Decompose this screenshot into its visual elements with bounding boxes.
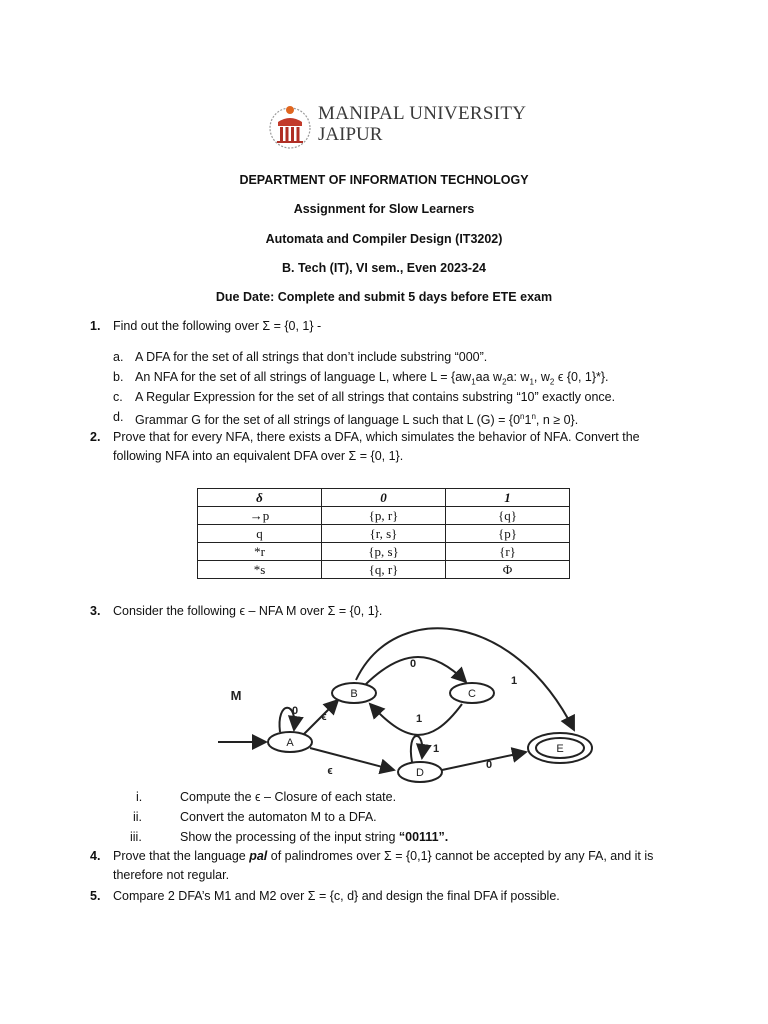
state-b-label: B (350, 688, 358, 700)
label-d-e: 0 (485, 759, 493, 771)
q3-item-ii-label: ii. (133, 810, 143, 824)
table-cell: *r (198, 543, 322, 561)
q4-line1: Prove that the language pal of palindromes over Σ = {0,1} cannot be accepted by any FA, and it is (113, 849, 654, 863)
table-row (198, 561, 570, 579)
state-d-label: D (416, 767, 424, 779)
edge-d-e (442, 752, 526, 770)
logo-line1: MANIPAL UNIVERSITY (318, 103, 527, 124)
university-name (318, 104, 526, 146)
department-title: DEPARTMENT OF INFORMATION TECHNOLOGY (239, 173, 529, 187)
edge-a-d (310, 748, 394, 770)
q3-item-iii (130, 827, 449, 847)
q3-item-ii (133, 807, 377, 827)
table-header-cell: 0 (322, 489, 446, 507)
table-cell: {p} (445, 525, 569, 543)
q5-number: 5. (90, 889, 101, 903)
q1-item-b-text: An NFA for the set of all strings of language L, where $L = \{aw_1aa$ $w_2a$: $w_1$, $w_2$ ϵ {0, 1}*}. (135, 370, 609, 387)
q1-item-d (113, 407, 579, 428)
q3-item-i (136, 787, 397, 807)
q1-item-a-label: a. (113, 350, 124, 364)
q1-item-c-label: c. (113, 390, 123, 404)
table-row (198, 543, 570, 561)
q1-item-a (113, 347, 488, 367)
table-cell: {p, s} (322, 543, 446, 561)
state-c-label: C (468, 688, 476, 700)
table-row (198, 507, 570, 525)
table-header-cell: 1 (445, 489, 569, 507)
table-header-cell: δ (198, 489, 322, 507)
q4-number: 4. (90, 849, 101, 863)
q1-text: Find out the following over Σ = {0, 1} - (113, 319, 322, 333)
label-a-b: ϵ (321, 711, 327, 723)
assignment-title: Assignment for Slow Learners (293, 202, 475, 216)
label-c-b: 1 (415, 713, 423, 725)
state-a-label: A (286, 737, 294, 749)
table-cell: {r} (445, 543, 569, 561)
q5-text: Compare 2 DFA’s M1 and M2 over Σ = {c, d} and design the final DFA if possible. (113, 889, 560, 903)
q3-item-iii-label: iii. (130, 830, 142, 844)
label-a-d: ϵ (327, 765, 333, 777)
edge-c-e (356, 628, 574, 730)
q3-text: Consider the following ϵ – NFA M over Σ = {0, 1}. (113, 604, 383, 618)
q3-item-iii-text: Show the processing of the input string “00111”. (180, 830, 449, 844)
due-date: Due Date: Complete and submit 5 days before ETE exam (215, 290, 553, 304)
edge-d-loop (411, 736, 423, 762)
table-cell: {q, r} (322, 561, 446, 579)
machine-label: M (230, 688, 242, 703)
q2-line1: Prove that for every NFA, there exists a DFA, which simulates the behavior of NFA. Convert the (113, 430, 640, 444)
table-row (198, 525, 570, 543)
table-cell: {p, r} (322, 507, 446, 525)
table-cell: *s (198, 561, 322, 579)
table-cell: →p (198, 507, 322, 525)
table-cell: Φ (445, 561, 569, 579)
course-title: Automata and Compiler Design (IT3202) (265, 232, 503, 246)
enfa-diagram (214, 620, 594, 788)
label-b-c: 0 (409, 658, 417, 670)
table-cell: q (198, 525, 322, 543)
table-cell: {q} (445, 507, 569, 525)
q1-item-d-label: d. (113, 410, 124, 424)
label-c-e: 1 (510, 675, 518, 687)
transition-table (197, 488, 570, 579)
q1-item-b (113, 367, 609, 387)
state-e-label: E (556, 743, 564, 755)
logo-line2: JAIPUR (318, 124, 383, 145)
q1-item-c-text: A Regular Expression for the set of all strings that contains substring “10” exactly once. (135, 390, 616, 404)
q1-item-c (113, 387, 616, 407)
q1-number: 1. (90, 319, 101, 333)
university-logo (266, 100, 326, 160)
q1-item-d-text: Grammar G for the set of all strings of language L such that L $(G) = \{0^n1^n$, n ≥ 0}. (135, 412, 579, 428)
table-header-row (198, 489, 570, 507)
q3-item-ii-text: Convert the automaton M to a DFA. (180, 810, 377, 824)
q2-number: 2. (90, 430, 101, 444)
q1-item-b-label: b. (113, 370, 124, 384)
q3-item-i-text: Compute the ϵ – Closure of each state. (180, 790, 397, 804)
q3-number: 3. (90, 604, 101, 618)
program-title: B. Tech (IT), VI sem., Even 2023-24 (281, 261, 487, 275)
q2-line2: following NFA into an equivalent DFA over Σ = {0, 1}. (113, 449, 404, 463)
q3-item-i-label: i. (136, 790, 143, 804)
q4-line2: therefore not regular. (113, 868, 230, 882)
label-d-loop: 1 (432, 743, 440, 755)
q1-item-a-text: A DFA for the set of all strings that don’t include substring “000”. (135, 350, 488, 364)
table-cell: {r, s} (322, 525, 446, 543)
label-a-loop: 0 (291, 705, 299, 717)
